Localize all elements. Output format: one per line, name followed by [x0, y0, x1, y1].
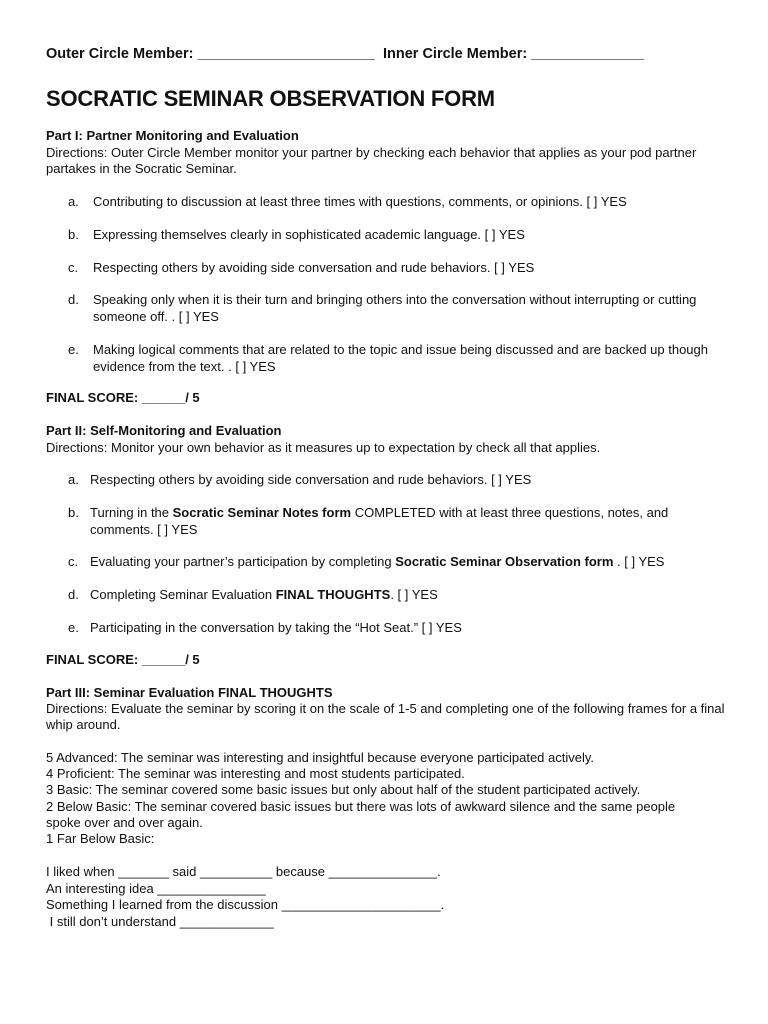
item-letter: a. [68, 472, 79, 487]
final-thoughts-name: FINAL THOUGHTS [275, 587, 391, 602]
frame-learned[interactable]: Something I learned from the discussion ______________________. [46, 897, 445, 912]
part1-directions: Directions: Outer Circle Member monitor your partner by checking each behavior that applies as your pod partner partakes in the Socratic Seminar. [46, 145, 697, 176]
item-letter: b. [68, 227, 79, 242]
inner-circle-member-field[interactable]: Inner Circle Member: ______________ [382, 46, 645, 62]
item-letter: d. [68, 587, 79, 602]
frame-dont-understand[interactable]: I still don’t understand _____________ [46, 914, 274, 929]
item-text: Respecting others by avoiding side conversation and rude behaviors. [ ] YES [90, 472, 532, 487]
item-text: Expressing themselves clearly in sophisticated academic language. [ ] YES [93, 227, 525, 242]
frame-liked-when[interactable]: I liked when _______ said __________ because _______________. [46, 864, 441, 879]
part3-directions: Directions: Evaluate the seminar by scoring it on the scale of 1-5 and completing one of the following frames for a final whip around. [46, 701, 725, 732]
item-letter: b. [68, 505, 79, 520]
frame-interesting-idea[interactable]: An interesting idea _______________ [46, 881, 266, 896]
member-header [46, 46, 644, 62]
scale-level-2-cont: spoke over and over again. [46, 815, 203, 830]
item-letter: c. [68, 260, 79, 275]
item-text: Completing Seminar Evaluation FINAL THOUGHTS. [ ] YES [90, 587, 438, 602]
item-letter: e. [68, 342, 79, 357]
item-text: Turning in the Socratic Seminar Notes form COMPLETED with at least three questions, notes, and comments. [ ] YES [90, 505, 669, 537]
item-text: Participating in the conversation by taking the “Hot Seat.” [ ] YES [90, 620, 462, 635]
part2-directions: Directions: Monitor your own behavior as it measures up to expectation by check all that applies. [46, 440, 601, 455]
item-text: Evaluating your partner’s participation by completing Socratic Seminar Observation form . [ ] YES [90, 554, 665, 569]
scale-level-5: 5 Advanced: The seminar was interesting and insightful because everyone participated actively. [46, 750, 595, 765]
item-letter: c. [68, 554, 79, 569]
item-letter: e. [68, 620, 79, 635]
item-letter: d. [68, 292, 79, 307]
item-text: Contributing to discussion at least three times with questions, comments, or opinions. [ ] YES [93, 194, 627, 209]
page-title: SOCRATIC SEMINAR OBSERVATION FORM [46, 86, 495, 111]
notes-form-name: Socratic Seminar Notes form [172, 505, 352, 520]
outer-circle-member-field[interactable]: Outer Circle Member: ______________________ [46, 46, 375, 62]
observation-form-name: Socratic Seminar Observation form [395, 554, 614, 569]
part3-heading: Part III: Seminar Evaluation FINAL THOUGHTS [46, 685, 333, 700]
scale-level-3: 3 Basic: The seminar covered some basic issues but only about half of the student participated actively. [46, 782, 641, 797]
part1-final-score[interactable]: FINAL SCORE: ______/ 5 [46, 390, 200, 405]
scale-level-2: 2 Below Basic: The seminar covered basic issues but there was lots of awkward silence and the same people [46, 799, 676, 814]
part2-final-score[interactable]: FINAL SCORE: ______/ 5 [46, 652, 200, 667]
item-text: Respecting others by avoiding side conversation and rude behaviors. [ ] YES [93, 260, 535, 275]
part1-heading: Part I: Partner Monitoring and Evaluation [46, 128, 299, 143]
item-text: Speaking only when it is their turn and bringing others into the conversation without interrupting or cutting someone off. . [ ] YES [93, 292, 697, 324]
item-text: Making logical comments that are related to the topic and issue being discussed and are backed up though evidence from the text. . [ ] YES [93, 342, 708, 374]
scale-level-1: 1 Far Below Basic: [46, 831, 155, 846]
part2-heading: Part II: Self-Monitoring and Evaluation [46, 423, 282, 438]
scale-level-4: 4 Proficient: The seminar was interesting and most students participated. [46, 766, 465, 781]
item-letter: a. [68, 194, 79, 209]
